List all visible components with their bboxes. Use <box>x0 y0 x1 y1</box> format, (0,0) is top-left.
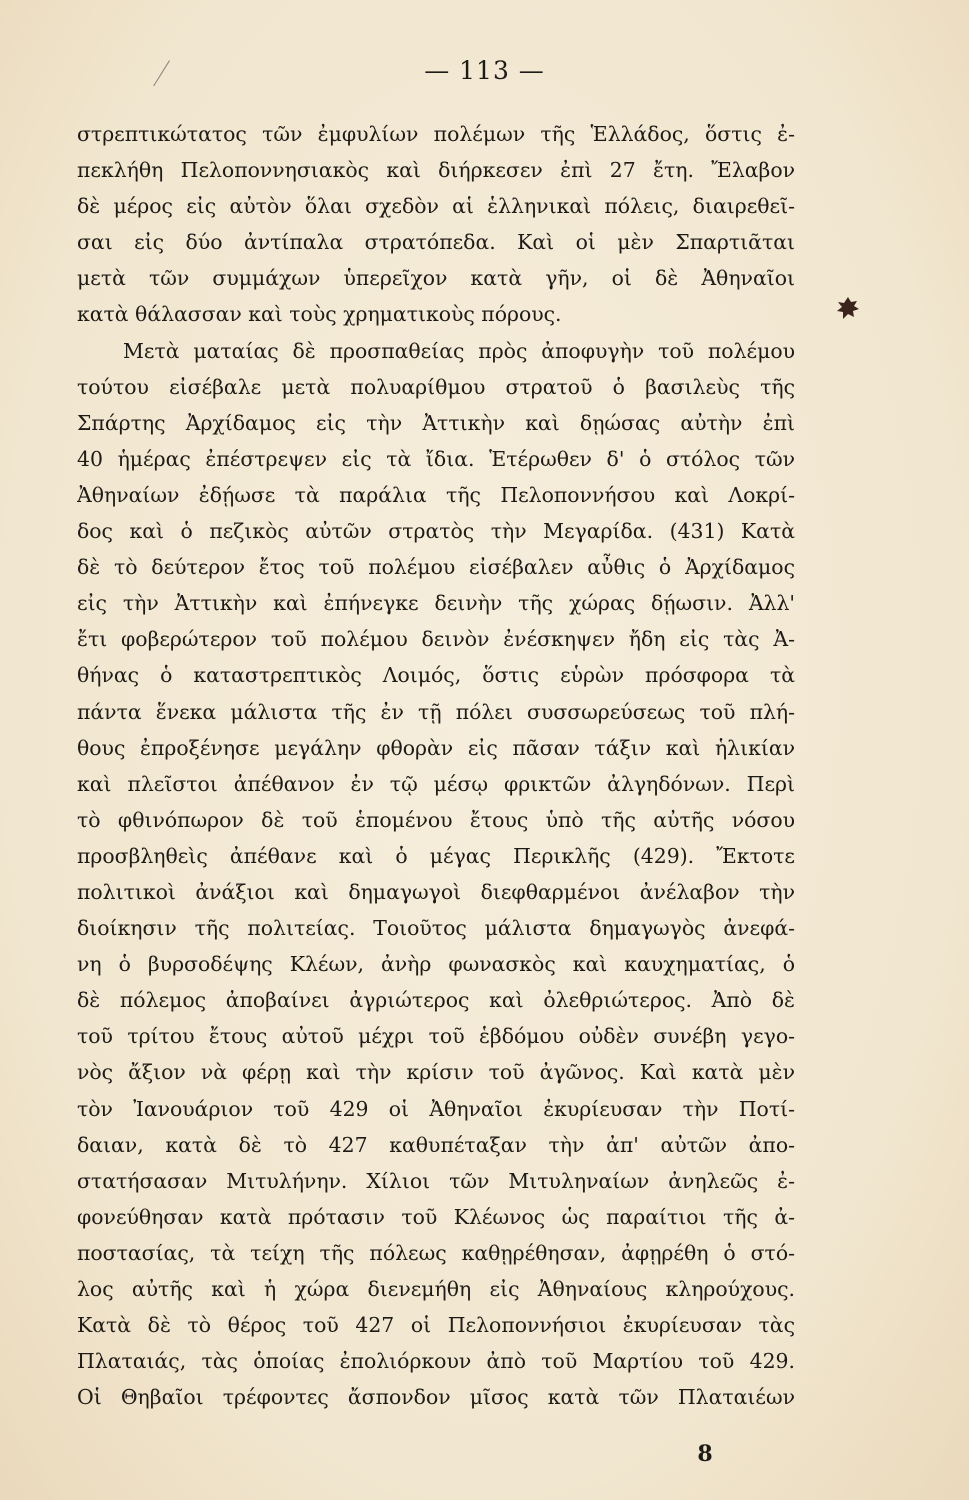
text-line: στρεπτικώτατος τῶν ἐμφυλίων πολέμων τῆς Ἑλλάδος, ὅστις ἐ- <box>77 122 795 146</box>
text-line: πάντα ἕνεκα μάλιστα τῆς ἐν τῇ πόλει συσσωρεύσεως τοῦ πλή- <box>77 699 795 724</box>
text-line: θήνας ὁ καταστρεπτικὸς Λοιμός, ὅστις εὑρὼν πρόσφορα τὰ <box>77 663 795 688</box>
text-line: στατήσασαν Μιτυλήνην. Χίλιοι τῶν Μιτυληναίων ἀνηλεῶς ἐ- <box>77 1168 795 1193</box>
page-number: — 113 — <box>424 56 545 85</box>
text-line: προσβληθεὶς ἀπέθανε καὶ ὁ μέγας Περικλῆς (429). Ἔκτοτε <box>77 843 795 868</box>
text-line: Σπάρτης Ἀρχίδαμος εἰς τὴν Ἀττικὴν καὶ δῃώσας αὐτὴν ἐπὶ <box>77 410 795 435</box>
text-line: δος καὶ ὁ πεζικὸς αὐτῶν στρατὸς τὴν Μεγαρίδα. (431) Κατὰ <box>77 519 795 544</box>
text-line: δὲ τὸ δεύτερον ἔτος τοῦ πολέμου εἰσέβαλεν αὖθις ὁ Ἀρχίδαμος <box>77 555 795 580</box>
ink-spot <box>836 296 860 320</box>
text-line: ποστασίας, τὰ τείχη τῆς πόλεως καθῃρέθησαν, ἀφῃρέθη ὁ στό- <box>77 1240 795 1265</box>
body-text <box>77 116 795 1415</box>
text-line: Κατὰ δὲ τὸ θέρος τοῦ 427 οἱ Πελοποννήσιοι ἐκυρίευσαν τὰς <box>77 1313 795 1338</box>
text-line: διοίκησιν τῆς πολιτείας. Τοιοῦτος μάλιστα δημαγωγὸς ἀνεφά- <box>77 916 795 941</box>
text-line: φονεύθησαν κατὰ πρότασιν τοῦ Κλέωνος ὡς παραίτιοι τῆς ἀ- <box>77 1204 795 1229</box>
text-line: νὸς ἄξιον νὰ φέρῃ καὶ τὴν κρίσιν τοῦ ἀγῶνος. Καὶ κατὰ μὲν <box>77 1060 795 1085</box>
text-line: τούτου εἰσέβαλε μετὰ πολυαρίθμου στρατοῦ ὁ βασιλεὺς τῆς <box>77 374 795 399</box>
text-line: νη ὁ βυρσοδέψης Κλέων, ἀνὴρ φωνασκὸς καὶ καυχηματίας, ὁ <box>77 952 795 977</box>
text-line: Οἱ Θηβαῖοι τρέφοντες ἄσπονδον μῖσος κατὰ τῶν Πλαταιέων <box>77 1385 795 1410</box>
text-line: τὸ φθινόπωρον δὲ τοῦ ἑπομένου ἔτους ὑπὸ τῆς αὐτῆς νόσου <box>77 807 795 832</box>
signature-mark: 8 <box>697 1441 713 1467</box>
text-line: εἰς τὴν Ἀττικὴν καὶ ἐπήνεγκε δεινὴν τῆς χώρας δῄωσιν. Ἀλλ' <box>77 591 795 616</box>
text-line: Πλαταιάς, τὰς ὁποίας ἐπολιόρκουν ἀπὸ τοῦ Μαρτίου τοῦ 429. <box>77 1349 795 1374</box>
text-line: Ἀθηναίων ἐδῄωσε τὰ παράλια τῆς Πελοποννήσου καὶ Λοκρί- <box>77 482 795 507</box>
text-line: λος αὐτῆς καὶ ἡ χώρα διενεμήθη εἰς Ἀθηναίους κληρούχους. <box>77 1277 795 1301</box>
text-line: Μετὰ ματαίας δὲ προσπαθείας πρὸς ἀποφυγὴν τοῦ πολέμου <box>123 338 795 363</box>
text-line: δὲ πόλεμος ἀποβαίνει ἀγριώτερος καὶ ὀλεθριώτερος. Ἀπὸ δὲ <box>77 988 795 1013</box>
text-line: θους ἐπροξένησε μεγάλην φθορὰν εἰς πᾶσαν τάξιν καὶ ἡλικίαν <box>77 735 795 760</box>
text-line: κατὰ θάλασσαν καὶ τοὺς χρηματικοὺς πόρους. <box>77 302 562 327</box>
text-line: ἔτι φοβερώτερον τοῦ πολέμου δεινὸν ἐνέσκηψεν ἤδη εἰς τὰς Ἀ- <box>77 627 795 652</box>
text-line: τοῦ τρίτου ἔτους αὐτοῦ μέχρι τοῦ ἑβδόμου οὐδὲν συνέβη γεγο- <box>77 1024 795 1049</box>
text-line: μετὰ τῶν συμμάχων ὑπερεῖχον κατὰ γῆν, οἱ δὲ Ἀθηναῖοι <box>77 266 795 291</box>
text-line: πεκλήθη Πελοποννησιακὸς καὶ διήρκεσεν ἐπὶ 27 ἔτη. Ἔλαβον <box>77 158 795 183</box>
text-line: πολιτικοὶ ἀνάξιοι καὶ δημαγωγοὶ διεφθαρμένοι ἀνέλαβον τὴν <box>77 879 795 904</box>
text-line: δαιαν, κατὰ δὲ τὸ 427 καθυπέταξαν τὴν ἀπ' αὐτῶν ἀπο- <box>77 1132 795 1157</box>
text-line: σαι εἰς δύο ἀντίπαλα στρατόπεδα. Καὶ οἱ μὲν Σπαρτιᾶται <box>77 230 795 255</box>
text-line: τὸν Ἰανουάριον τοῦ 429 οἱ Ἀθηναῖοι ἐκυρίευσαν τὴν Ποτί- <box>77 1096 795 1121</box>
text-line: καὶ πλεῖστοι ἀπέθανον ἐν τῷ μέσῳ φρικτῶν ἀλγηδόνων. Περὶ <box>77 771 795 796</box>
text-line: 40 ἡμέρας ἐπέστρεψεν εἰς τὰ ἴδια. Ἑτέρωθεν δ' ὁ στόλος τῶν <box>77 446 795 471</box>
text-line: δὲ μέρος εἰς αὐτὸν ὅλαι σχεδὸν αἱ ἑλληνικαὶ πόλεις, διαιρεθεῖ- <box>77 194 795 219</box>
